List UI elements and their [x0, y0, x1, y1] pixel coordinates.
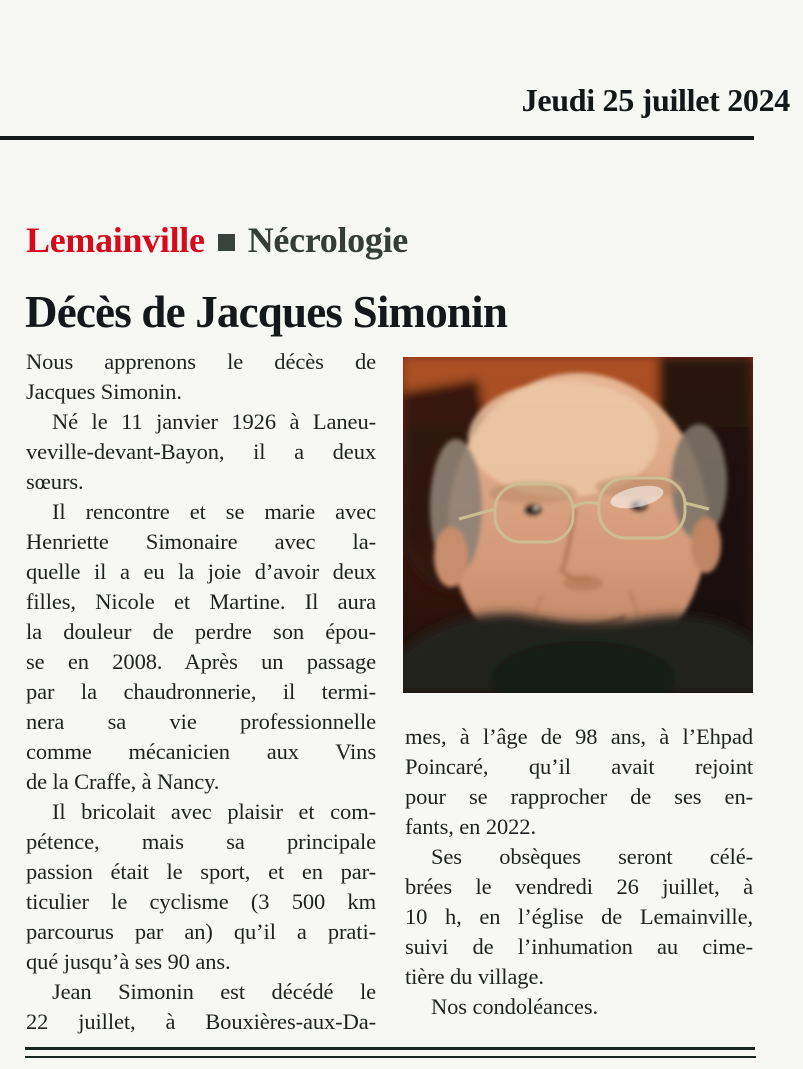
body-line: nera sa vie professionnelle — [26, 709, 376, 734]
body-line: sœurs. — [26, 469, 84, 494]
body-line: la douleur de perdre son épou- — [26, 619, 376, 644]
body-line: par la chaudronnerie, il termi- — [26, 679, 376, 704]
square-separator-icon — [218, 234, 235, 251]
body-line: se en 2008. Après un passage — [26, 649, 376, 674]
body-line: Il rencontre et se marie avec — [52, 499, 376, 524]
kicker — [26, 219, 408, 261]
body-line: Poincaré, qu’il avait rejoint — [405, 754, 753, 779]
bottom-rule-thin — [25, 1056, 756, 1058]
body-line: 22 juillet, à Bouxières-aux-Da- — [26, 1009, 376, 1034]
portrait-photo — [403, 357, 753, 693]
body-line: Il bricolait avec plaisir et com- — [52, 799, 376, 824]
body-line: tière du village. — [405, 964, 544, 989]
body-line: parcourus par an) qu’il a prati- — [26, 919, 376, 944]
body-line: fants, en 2022. — [405, 814, 536, 839]
body-line: suivi de l’inhumation au cime- — [405, 934, 753, 959]
body-line: pour se rapprocher de ses en- — [405, 784, 753, 809]
body-line: veville-devant-Bayon, il a deux — [26, 439, 376, 464]
body-line: qué jusqu’à ses 90 ans. — [26, 949, 231, 974]
top-rule — [0, 136, 754, 140]
body-line: filles, Nicole et Martine. Il aura — [26, 589, 376, 614]
article-column-right — [405, 722, 753, 1022]
body-line: Henriette Simonaire avec la- — [26, 529, 376, 554]
body-line: quelle il a eu la joie d’avoir deux — [26, 559, 376, 584]
body-line: Jean Simonin est décédé le — [52, 979, 376, 1004]
body-line: Ses obsèques seront célé- — [431, 844, 753, 869]
article-column-left — [26, 347, 376, 1037]
body-line: 10 h, en l’église de Lemainville, — [405, 904, 753, 929]
body-line: Né le 11 janvier 1926 à Laneu- — [52, 409, 376, 434]
portrait-photo-illustration — [403, 357, 753, 693]
body-line: brées le vendredi 26 juillet, à — [405, 874, 753, 899]
body-line: Nous apprenons le décès de — [26, 349, 376, 374]
body-line: comme mécanicien aux Vins — [26, 739, 376, 764]
body-line: pétence, mais sa principale — [26, 829, 376, 854]
edition-date: Jeudi 25 juillet 2024 — [521, 82, 790, 118]
body-line: Jacques Simonin. — [26, 379, 182, 404]
kicker-location: Lemainville — [26, 220, 205, 260]
body-line: de la Craffe, à Nancy. — [26, 769, 220, 794]
bottom-rule-thick — [25, 1047, 755, 1050]
page-title: Décès de Jacques Simonin — [25, 287, 508, 338]
body-line: mes, à l’âge de 98 ans, à l’Ehpad — [405, 724, 753, 749]
body-line: passion était le sport, et en par- — [26, 859, 376, 884]
body-line: Nos condoléances. — [431, 994, 598, 1019]
kicker-section: Nécrologie — [247, 220, 408, 260]
body-line: ticulier le cyclisme (3 500 km — [26, 889, 376, 914]
